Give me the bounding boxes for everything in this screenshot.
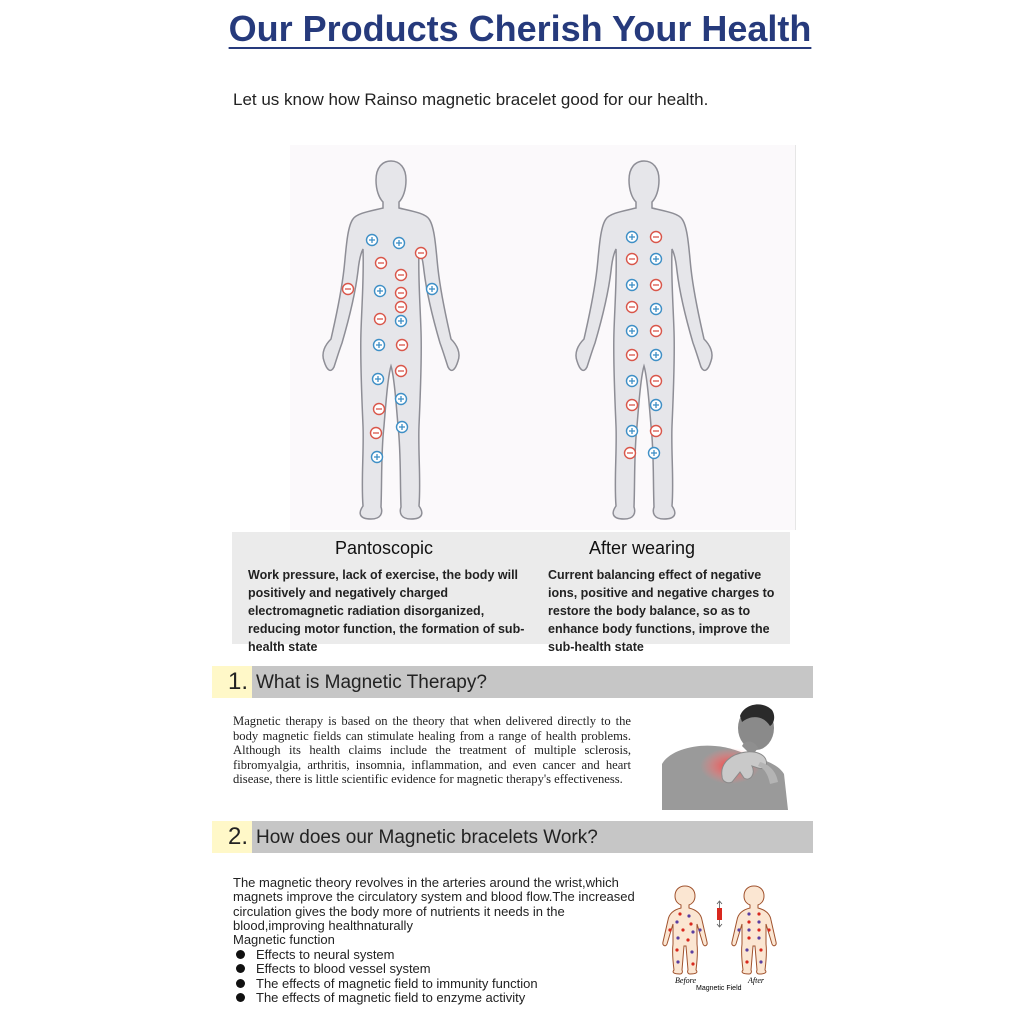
ion-dot-icon	[745, 948, 748, 951]
section-2-text	[233, 876, 643, 947]
ion-dot-icon	[686, 938, 689, 941]
list-item-text: The effects of magnetic field to enzyme activity	[256, 989, 526, 1005]
mini-body-before	[663, 886, 707, 974]
body-ion-illustration	[290, 145, 795, 530]
section-1-text: Magnetic therapy is based on the theory that when delivered directly to the body magnetic fields can stimulate healing from a range of health problems. Although its health claims include the treatment of multiple sclerosis, fibromyalgia, arthritis, insomnia, inflammation, and even cancer and heart disease, there is little scientific evidence for magnetic therapy's effectiveness.	[233, 714, 631, 787]
figure-caption-box	[232, 532, 790, 654]
page-title	[0, 8, 1024, 50]
ion-dot-icon	[759, 948, 762, 951]
section-1-header	[212, 666, 813, 698]
ion-dot-icon	[681, 928, 684, 931]
magnetic-field-diagram	[662, 882, 782, 992]
ion-dot-icon	[757, 920, 760, 923]
ion-dot-icon	[691, 930, 694, 933]
ion-dot-icon	[678, 912, 681, 915]
diagram-caption: Magnetic Field	[696, 985, 742, 992]
ion-dot-icon	[747, 936, 750, 939]
body-after	[576, 161, 712, 519]
ion-dot-icon	[675, 920, 678, 923]
ion-dot-icon	[687, 914, 690, 917]
ion-dot-icon	[676, 960, 679, 963]
neck-pain-photo	[660, 702, 790, 810]
ion-dot-icon	[767, 928, 770, 931]
body-ion-figure	[290, 145, 796, 530]
ion-dot-icon	[745, 960, 748, 963]
list-item	[233, 948, 538, 962]
list-item	[233, 977, 538, 991]
diagram-before-label: Before	[675, 976, 697, 985]
intro-text: Let us know how Rainso magnetic bracelet good for our health.	[233, 90, 709, 109]
pantoscopic-text: Work pressure, lack of exercise, the body will positively and negatively charged electromagnetic radiation disorganized, reducing motor function, the formation of sub-health state	[248, 568, 525, 654]
section-1-title: What is Magnetic Therapy?	[256, 672, 487, 693]
ion-dot-icon	[690, 950, 693, 953]
after-wearing-title: After wearing	[589, 538, 696, 558]
list-item-text: Effects to blood vessel system	[256, 961, 431, 977]
ion-dot-icon	[757, 928, 760, 931]
bullet-icon	[236, 993, 245, 1002]
list-item-text: Effects to neural system	[256, 947, 395, 962]
list-item-text: The effects of magnetic field to immunity function	[256, 975, 538, 991]
magnetic-function-heading: Magnetic function	[233, 932, 335, 948]
ion-dot-icon	[737, 928, 740, 931]
magnetic-function-list	[233, 948, 538, 1005]
ion-dot-icon	[747, 928, 750, 931]
section-2-number: 2.	[227, 823, 248, 850]
section-2-paragraph: The magnetic theory revolves in the arteries around the wrist,which magnets improve the circulatory system and blood flow.The increased circulation gives the body more of nutrients it needs in the blood,improving healthnaturally	[233, 875, 635, 933]
ion-dot-icon	[675, 948, 678, 951]
ion-dot-icon	[747, 912, 750, 915]
section-2-number-box	[212, 821, 252, 853]
bullet-icon	[236, 979, 245, 988]
bullet-icon	[236, 950, 245, 959]
after-wearing-text: Current balancing effect of negative ions, positive and negative charges to restore the body balance, so as to enhance body functions, improve the sub-health state	[548, 568, 775, 654]
ion-dot-icon	[757, 936, 760, 939]
ion-dot-icon	[757, 912, 760, 915]
section-1-number-box	[212, 666, 252, 698]
magnet-icon	[717, 908, 722, 920]
ion-dot-icon	[691, 962, 694, 965]
ion-dot-icon	[668, 928, 671, 931]
bullet-icon	[236, 964, 245, 973]
body-before	[323, 161, 459, 519]
section-2-title: How does our Magnetic bracelets Work?	[256, 827, 598, 848]
ion-dot-icon	[689, 922, 692, 925]
ion-dot-icon	[747, 920, 750, 923]
pantoscopic-title: Pantoscopic	[335, 538, 434, 558]
page-title-text: Our Products Cherish Your Health	[228, 8, 812, 49]
section-1-number: 1.	[227, 668, 248, 695]
mini-body-after	[732, 886, 776, 974]
ion-dot-icon	[698, 928, 701, 931]
list-item	[233, 962, 538, 976]
section-2-header	[212, 821, 813, 853]
ion-dot-icon	[676, 936, 679, 939]
ion-dot-icon	[759, 960, 762, 963]
list-item	[233, 991, 538, 1005]
diagram-after-label: After	[748, 976, 764, 985]
